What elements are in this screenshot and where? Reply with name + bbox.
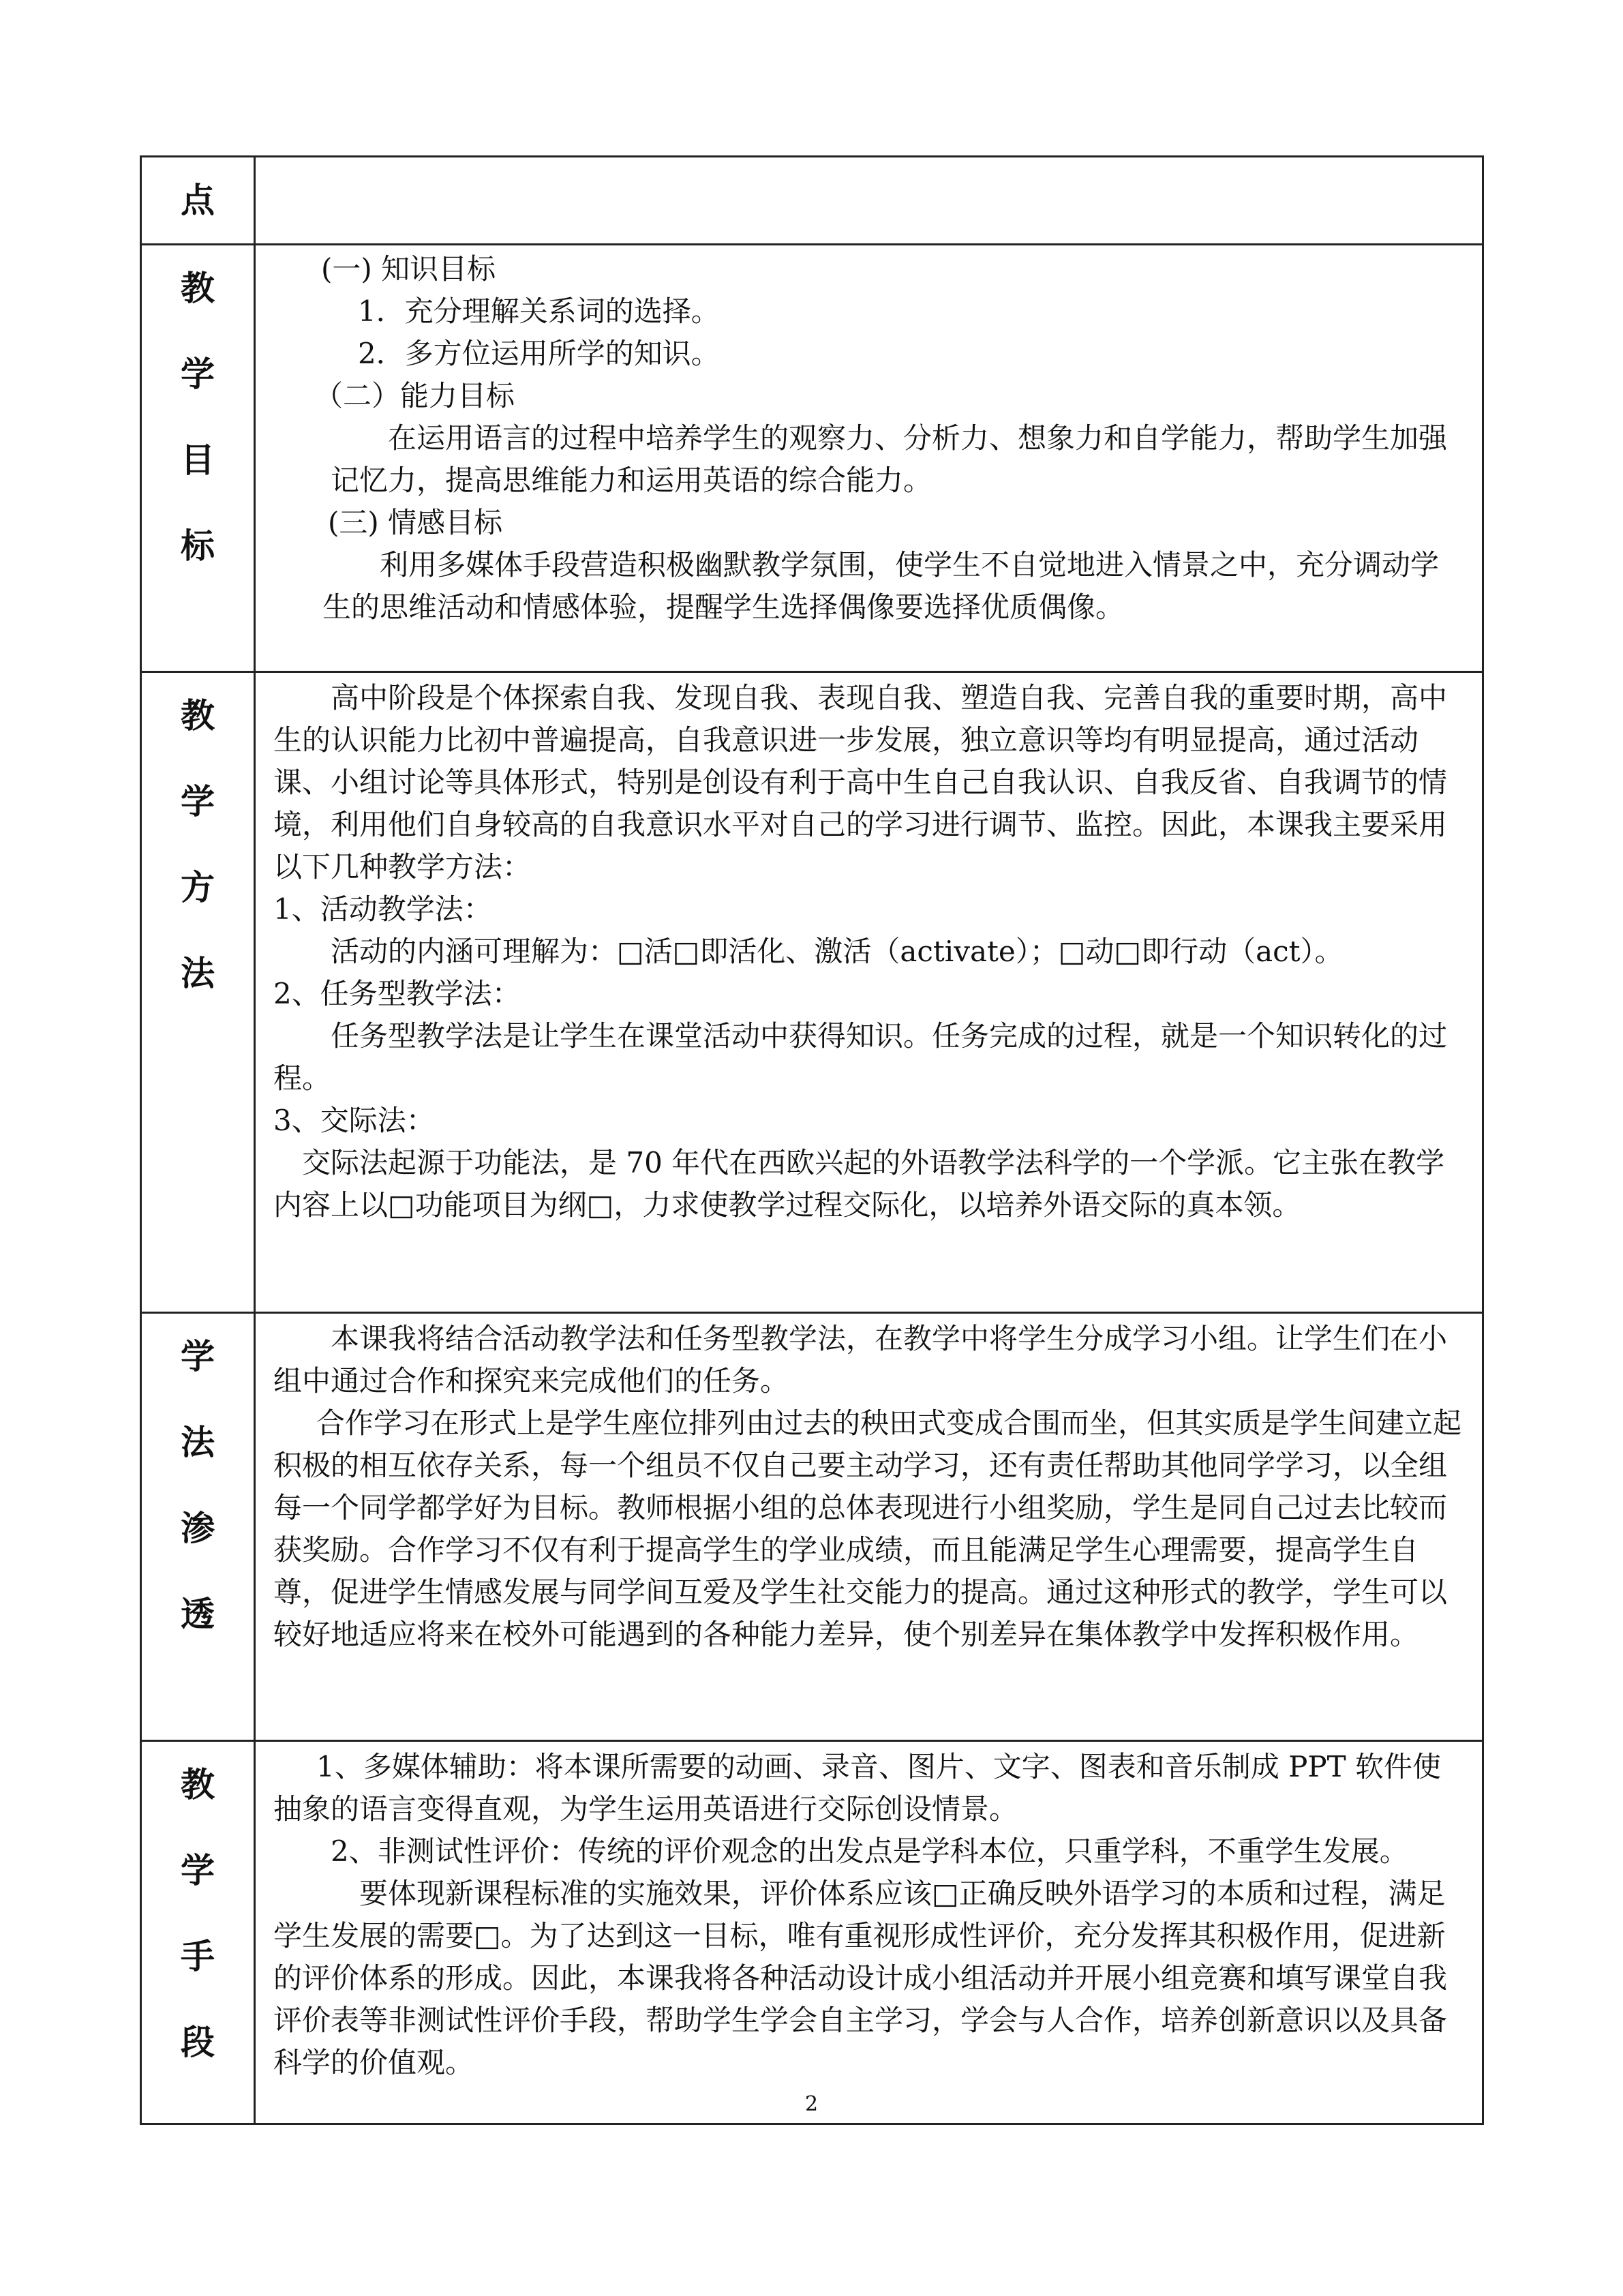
method-2-text: 任务型教学法是让学生在课堂活动中获得知识。任务完成的过程，就是一个知识转化的过程。 <box>273 1019 1448 1095</box>
label-char: 学 <box>181 1851 215 1890</box>
table-row-teaching-methods <box>141 672 1483 1313</box>
label-char: 教 <box>181 269 215 308</box>
means-item-2-cont: 要体现新课程标准的实施效果，评价体系应该□正确反映外语学习的本质和过程，满足学生发展的需要□。为了达到这一目标，唯有重视形成性评价，充分发挥其积极作用，促进新的评价体系的形成。因此，本课我将各种活动设计成小组活动并开展小组竞赛和填写课堂自我评价表等非测试性评价手段，帮助学生学会自主学习，学会与人合作，培养创新意识以及具备科学的价值观。 <box>273 1877 1448 2079</box>
label-char: 渗 <box>181 1509 215 1548</box>
label-char: 教 <box>181 1765 215 1804</box>
row-label-learning-methods <box>141 1313 255 1741</box>
knowledge-goal-heading: (一) 知识目标 <box>321 252 496 286</box>
learning-methods-para-2: 合作学习在形式上是学生座位排列由过去的秧田式变成合围而坐，但其实质是学生间建立起积极的相互依存关系，每一个组员不仅自己要主动学习，还有责任帮助其他同学学习，以全组每一个同学都学好为目标。教师根据小组的总体表现进行小组奖励，学生是同自己过去比较而获奖励。合作学习不仅有利于提高学生的学业成绩，而且能满足学生心理需要，提高学生自尊，促进学生情感发展与同学间互爱及学生社交能力的提高。通过这种形式的教学，学生可以较好地适应将来在校外可能遇到的各种能力差异，使个别差异在集体教学中发挥积极作用。 <box>273 1406 1462 1651</box>
knowledge-goal-item-1: 1．充分理解关系词的选择。 <box>358 294 720 328</box>
row-content-teaching-objectives <box>255 245 1483 672</box>
table-row-teaching-objectives <box>141 245 1483 672</box>
means-item-1: 1、多媒体辅助：将本课所需要的动画、录音、图片、文字、图表和音乐制成 PPT 软件使抽象的语言变得直观，为学生运用英语进行交际创设情景。 <box>273 1750 1441 1826</box>
label-char: 学 <box>181 782 215 821</box>
table-row-learning-methods <box>141 1313 1483 1741</box>
row-content-learning-methods <box>255 1313 1483 1741</box>
emotion-goal-heading: (三) 情感目标 <box>328 506 503 539</box>
method-1-text: 活动的内涵可理解为：□活□即活化、激活（activate）；□动□即行动（act）。 <box>331 935 1344 968</box>
label-char: 学 <box>181 354 215 394</box>
label-char: 透 <box>181 1595 215 1634</box>
row-label-teaching-objectives <box>141 245 255 672</box>
methods-intro: 高中阶段是个体探索自我、发现自我、表现自我、塑造自我、完善自我的重要时期，高中生的认识能力比初中普遍提高，自我意识进一步发展，独立意识等均有明显提高，通过活动课、小组讨论等具体形式，特别是创设有利于高中生自己自我认识、自我反省、自我调节的情境，利用他们自身较高的自我意识水平对自己的学习进行调节、监控。因此，本课我主要采用以下几种教学方法： <box>273 681 1448 883</box>
label-char: 手 <box>181 1937 215 1976</box>
learning-methods-para-1: 本课我将结合活动教学法和任务型教学法，在教学中将学生分成学习小组。让学生们在小组中通过合作和探究来完成他们的任务。 <box>273 1322 1448 1398</box>
label-char: 点 <box>181 181 215 220</box>
row-label-teaching-methods <box>141 672 255 1313</box>
ability-goal-heading: （二）能力目标 <box>314 379 515 412</box>
means-item-2 <box>273 1830 1466 2084</box>
ability-goal-text: 在运用语言的过程中培养学生的观察力、分析力、想象力和自学能力，帮助学生加强记忆力，提高思维能力和运用英语的综合能力。 <box>331 421 1448 497</box>
label-char: 法 <box>181 954 215 993</box>
label-char: 学 <box>181 1337 215 1376</box>
knowledge-goal-item-2: 2．多方位运用所学的知识。 <box>358 337 720 370</box>
label-char: 目 <box>181 440 215 480</box>
label-char: 教 <box>181 696 215 736</box>
label-char: 方 <box>181 868 215 907</box>
row-content-teaching-methods <box>255 672 1483 1313</box>
row-label-teaching-means <box>141 1741 255 2124</box>
table-row-continuation <box>141 157 1483 245</box>
lesson-plan-table <box>140 155 1484 2125</box>
page-number: 2 <box>804 2092 819 2116</box>
row-content-continuation <box>255 157 1483 245</box>
label-char: 段 <box>181 2023 215 2062</box>
emotion-goal-text: 利用多媒体手段营造积极幽默教学氛围，使学生不自觉地进入情景之中，充分调动学生的思维活动和情感体验，提醒学生选择偶像要选择优质偶像。 <box>322 548 1440 624</box>
means-item-2-lead: 2、非测试性评价：传统的评价观念的出发点是学科本位，只重学科，不重学生发展。 <box>331 1834 1408 1868</box>
method-3-text: 交际法起源于功能法，是 70 年代在西欧兴起的外语教学法科学的一个学派。它主张在教学内容上以□功能项目为纲□，力求使教学过程交际化，以培养外语交际的真本领。 <box>273 1146 1445 1222</box>
row-content-teaching-means <box>255 1741 1483 2124</box>
label-char: 标 <box>181 526 215 566</box>
method-2-heading: 2、任务型教学法： <box>273 977 521 1010</box>
table-row-teaching-means <box>141 1741 1483 2124</box>
method-3-heading: 3、交际法： <box>273 1104 435 1137</box>
row-label-continuation <box>141 157 255 245</box>
label-char: 法 <box>181 1423 215 1462</box>
method-1-heading: 1、活动教学法： <box>273 892 492 926</box>
